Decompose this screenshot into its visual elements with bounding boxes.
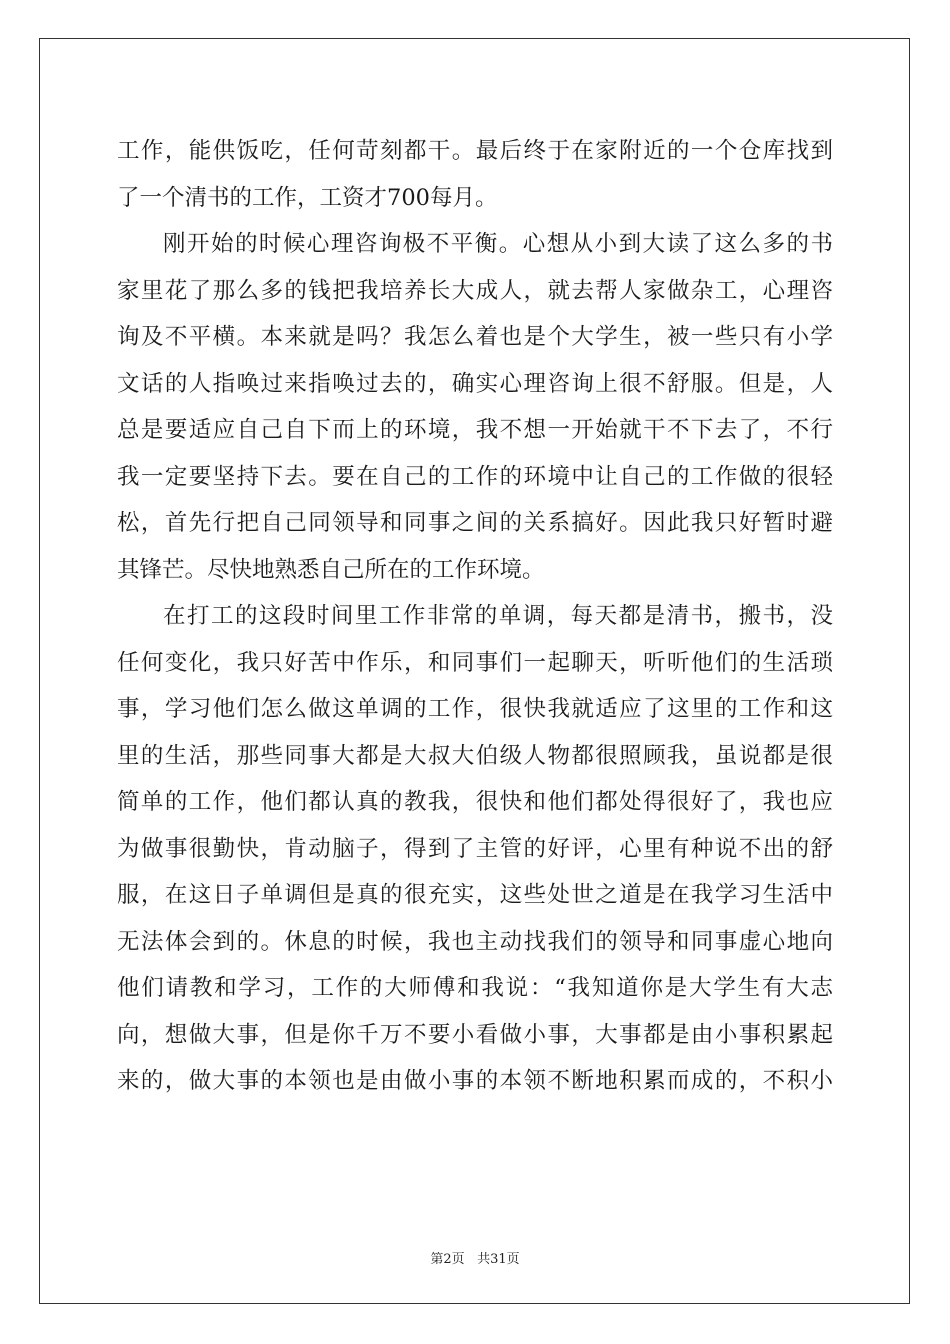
- text-line: 其锋芒。尽快地熟悉自己所在的工作环境。: [117, 556, 545, 583]
- text-line: 在打工的这段时间里工作非常的单调，每天都是清书，搬书，没: [163, 603, 833, 629]
- text-line: 任何变化，我只好苦中作乐，和同事们一起聊天，听听他们的生活琐: [117, 649, 833, 676]
- text-line: 服，在这日子单调但是真的很充实，这些处世之道是在我学习生活中: [117, 882, 833, 908]
- text-line: 简单的工作，他们都认真的教我，很快和他们都处得很好了，我也应: [117, 789, 833, 815]
- text-line: 总是要适应自己自下而上的环境，我不想一开始就干不下去了，不行: [117, 417, 833, 443]
- footer-spacer: [465, 1252, 477, 1267]
- text-line: 里的生活，那些同事大都是大叔大伯级人物都很照顾我，虽说都是很: [117, 742, 833, 769]
- text-line: 文话的人指唤过来指唤过去的，确实心理咨询上很不舒服。但是，人: [117, 370, 833, 397]
- text-line: 家里花了那么多的钱把我培养长大成人，就去帮人家做杂工，心理咨: [117, 277, 833, 304]
- page-footer: [0, 1248, 950, 1267]
- text-line: 松，首先行把自己同领导和同事之间的关系搞好。因此我只好暂时避: [117, 510, 833, 536]
- text-line: 向，想做大事，但是你千万不要小看做小事，大事都是由小事积累起: [117, 1021, 833, 1048]
- text-line: 我一定要坚持下去。要在自己的工作的环境中让自己的工作做的很轻: [117, 463, 833, 490]
- document-body: [117, 128, 833, 1105]
- text-line: 了一个清书的工作，工资才700每月。: [117, 184, 498, 211]
- text-line: 他们请教和学习，工作的大师傅和我说：“我知道你是大学生有大志: [117, 975, 833, 1001]
- text-line: 工作，能供饭吃，任何苛刻都干。最后终于在家附近的一个仓库找到: [117, 138, 833, 164]
- page-number: 第2页: [430, 1252, 465, 1267]
- text-line: 事，学习他们怎么做这单调的工作，很快我就适应了这里的工作和这: [117, 696, 833, 722]
- text-line: 为做事很勤快，肯动脑子，得到了主管的好评，心里有种说不出的舒: [117, 835, 833, 862]
- text-line: 来的，做大事的本领也是由做小事的本领不断地积累而成的，不积小: [117, 1068, 833, 1094]
- page-total: 共31页: [477, 1252, 520, 1267]
- text-line: 刚开始的时候心理咨询极不平衡。心想从小到大读了这么多的书: [163, 231, 833, 257]
- text-line: 询及不平横。本来就是吗？我怎么着也是个大学生，被一些只有小学: [117, 324, 833, 350]
- text-line: 无法体会到的。休息的时候，我也主动找我们的领导和同事虚心地向: [117, 928, 833, 955]
